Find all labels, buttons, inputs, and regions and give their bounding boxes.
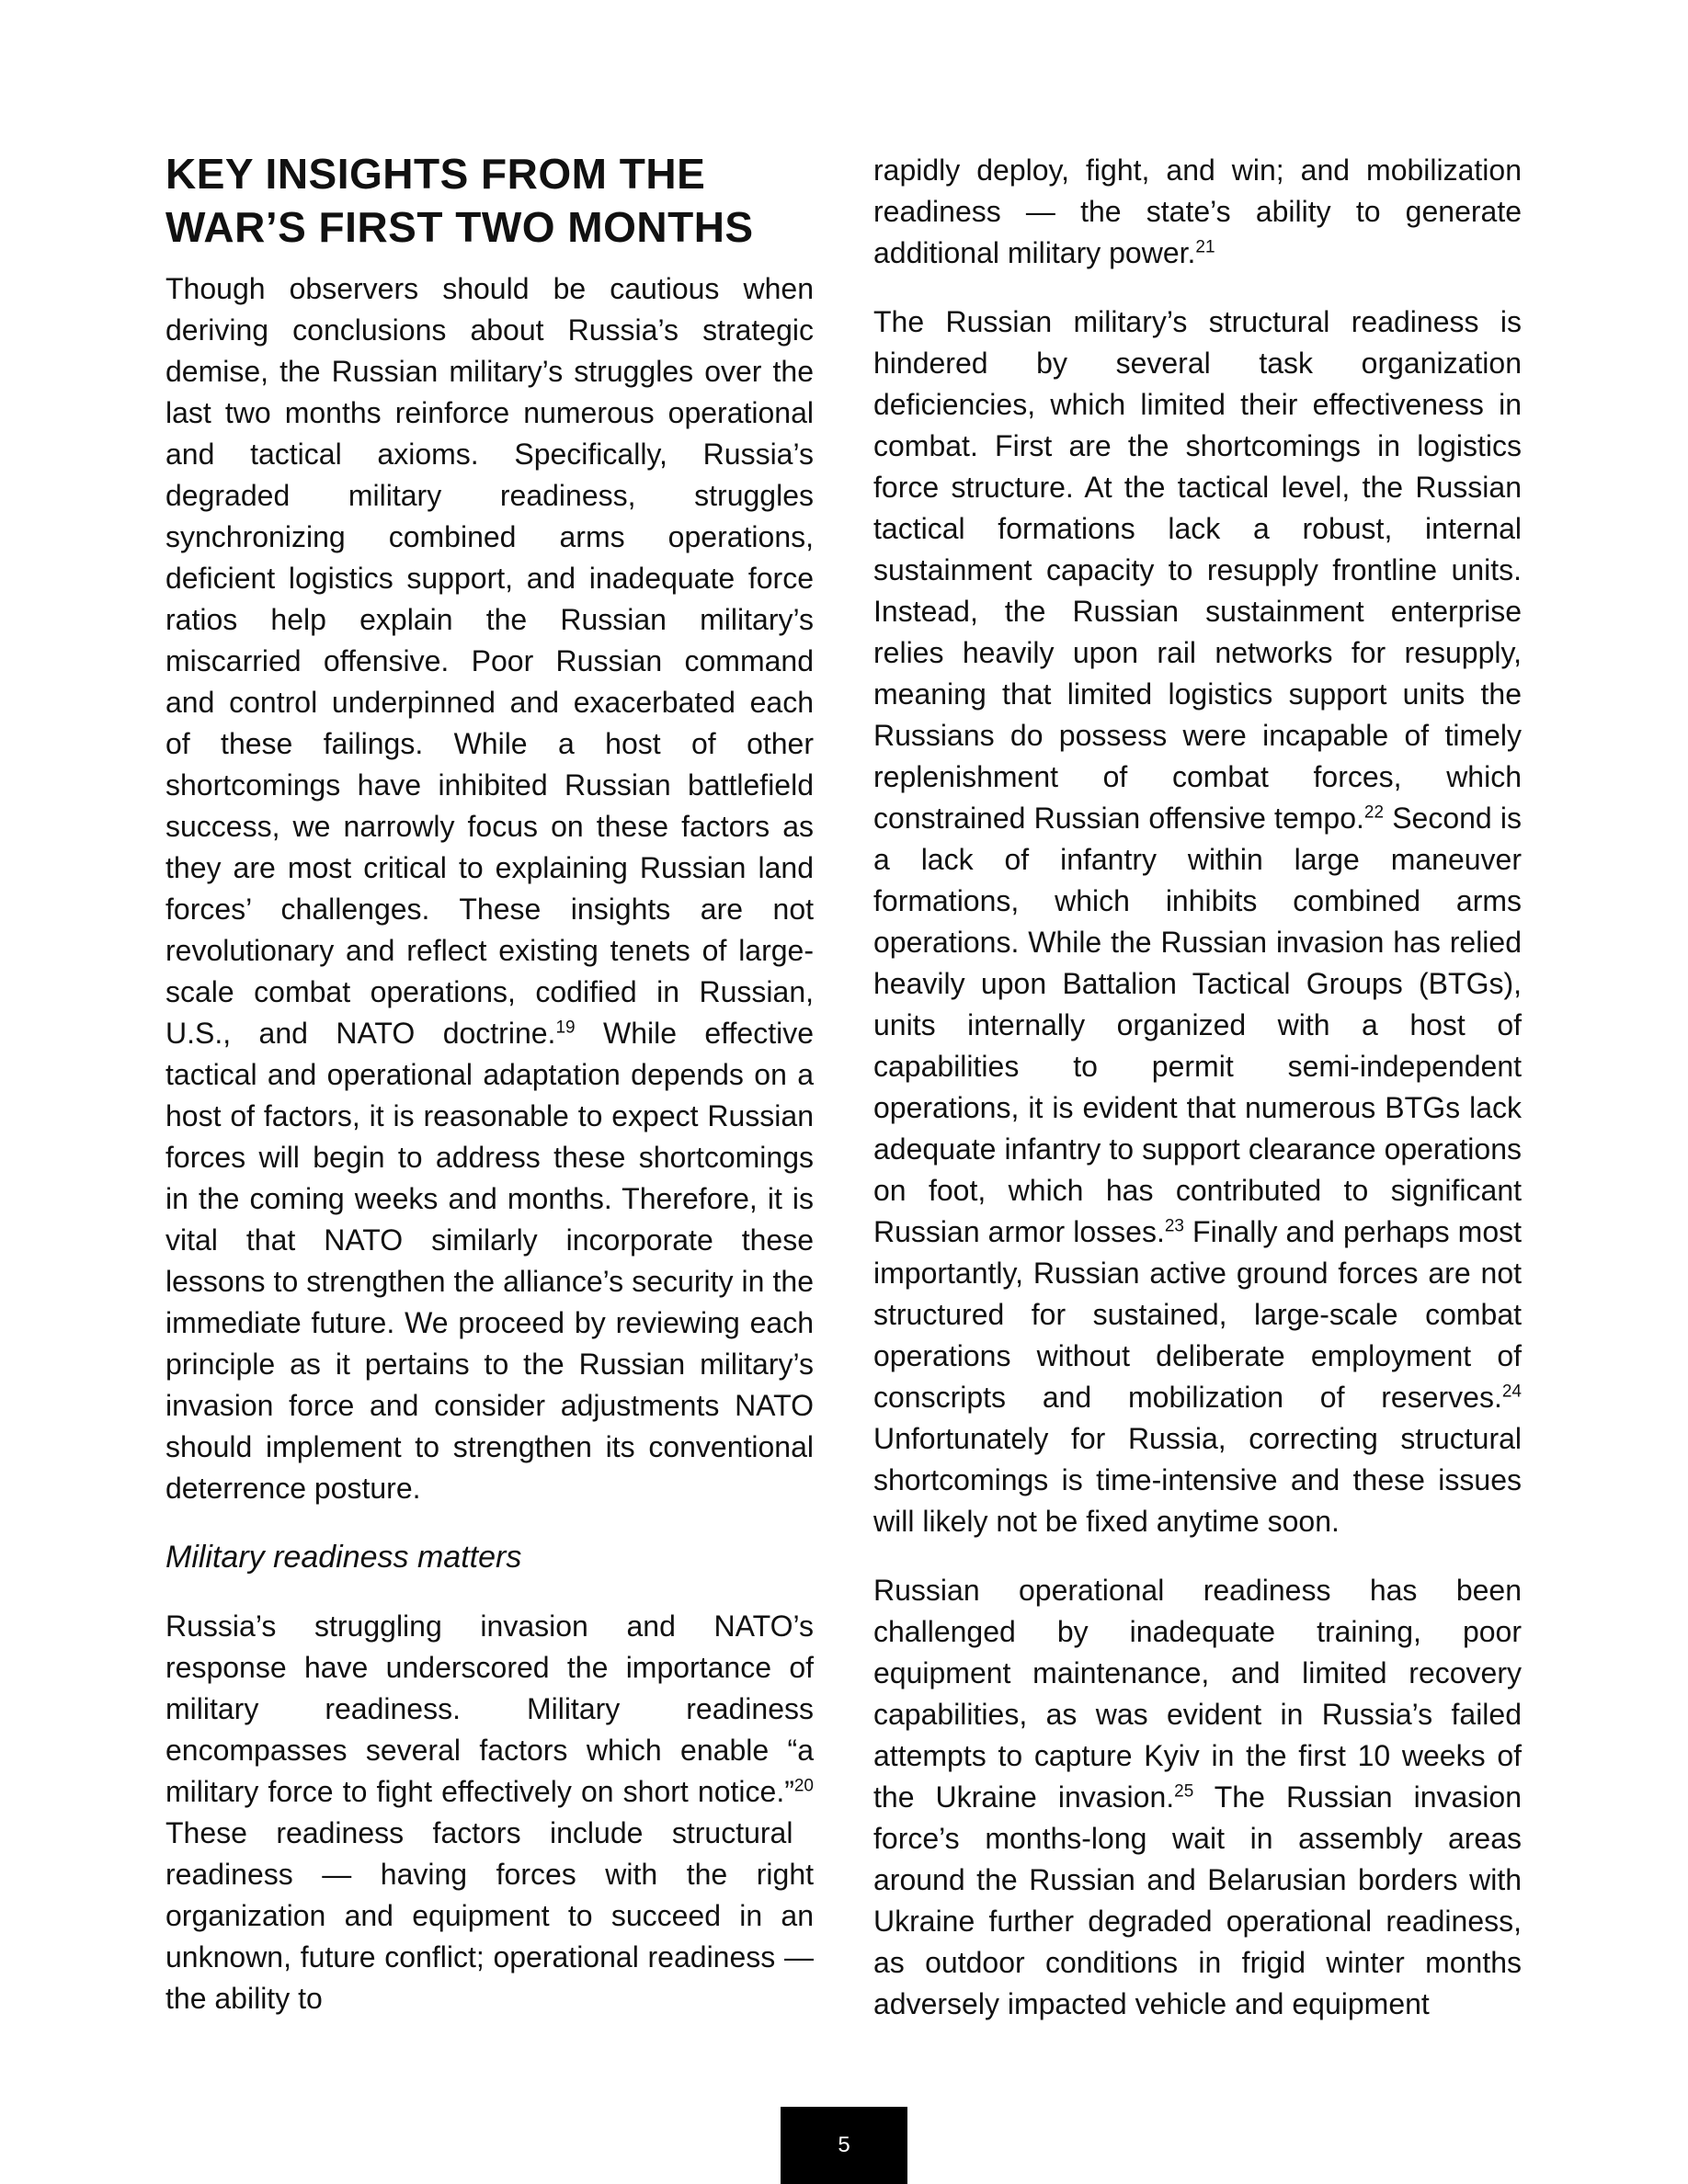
readiness-paragraph <box>165 1606 814 2019</box>
footnote-ref-20[interactable]: 20 <box>793 1776 814 1796</box>
footnote-ref-25[interactable]: 25 <box>1174 1781 1194 1802</box>
page-number: 5 <box>781 2107 907 2184</box>
footnote-ref-24[interactable]: 24 <box>1501 1382 1522 1402</box>
structural-text-b: Second is a lack of infantry within large maneuver formations, which inhibits combined arms operations. While the Russian invasion has relied heavily upon Battalion Tactical Groups (BTGs), units internally organized with a host of capabilities to permit semi-independent operations, it is evident that numerous BTGs lack adequate infantry to support clearance operations on foot, which has contributed to significant Russian armor losses. <box>873 802 1523 1248</box>
operational-text-a: Russian operational readiness has been challenged by inadequate training, poor equipment maintenance, and limited recovery capabilities, as was evident in Russia’s failed attempts to capture Kyiv in the first 10 weeks of the Ukraine invasion. <box>873 1574 1522 1814</box>
intro-text-a: Though observers should be cautious when deriving conclusions about Russia’s strategic demise, the Russian military’s struggles over the last two months reinforce numerous operational and tactical axioms. Specifically, Russia’s degraded military readiness, struggles synchronizing combined arms operations, deficient logistics support, and inadequate force ratios help explain the Russian military’s miscarried offensive. Poor Russian command and control underpinned and exacerbated each of these failings. While a host of other shortcomings have inhibited Russian battlefield success, we narrowly focus on these factors as they are most critical to explaining Russian land forces’ challenges. These insights are not revolutionary and reflect existing tenets of large-scale combat operations, codified in Russian, U.S., and NATO doctrine. <box>165 272 814 1050</box>
continued-text: rapidly deploy, fight, and win; and mobilization readiness — the state’s ability to generate additional military power. <box>873 154 1522 269</box>
continued-paragraph <box>873 150 1522 274</box>
footnote-ref-22[interactable]: 22 <box>1363 802 1385 823</box>
structural-readiness-paragraph <box>873 301 1522 1542</box>
left-column <box>165 147 814 2019</box>
right-column <box>873 150 1522 2025</box>
structural-text-a: The Russian military’s structural readiness is hindered by several task organization deficiencies, which limited their effectiveness in combat. First are the shortcomings in logistics force structure. At the tactical level, the Russian tactical formations lack a robust, internal sustainment capacity to resupply frontline units. Instead, the Russian sustainment enterprise relies heavily upon rail networks for resupply, meaning that limited logistics support units the Russians do possess were incapable of timely replenishment of combat forces, which constrained Russian offensive tempo. <box>873 305 1522 835</box>
section-heading: KEY INSIGHTS FROM THE WAR’S FIRST TWO MONTHS <box>165 150 754 251</box>
readiness-text-a: Russia’s struggling invasion and NATO’s response have underscored the importance of military readiness. Military readiness encompasses several factors which enable “a military force to fight effectively on short notice.” <box>165 1610 814 1808</box>
intro-paragraph <box>165 268 814 1509</box>
subheading-military-readiness: Military readiness matters <box>165 1540 522 1575</box>
footnote-ref-23[interactable]: 23 <box>1164 1216 1184 1236</box>
footnote-ref-21[interactable]: 21 <box>1195 237 1215 257</box>
structural-text-d: Unfortunately for Russia, correcting structural shortcomings is time-intensive and these issues will likely not be fixed anytime soon. <box>873 1422 1522 1538</box>
operational-readiness-paragraph <box>873 1570 1522 2025</box>
footnote-ref-19[interactable]: 19 <box>555 1018 576 1038</box>
readiness-text-b: These readiness factors include structural readiness — having forces with the right organization and equipment to succeed in an unknown, future conflict; operational readiness — the ability to <box>165 1816 814 2015</box>
operational-text-b: The Russian invasion force’s months-long wait in assembly areas around the Russian and Belarusian borders with Ukraine further degraded operational readiness, as outdoor conditions in frigid winter months adversely impacted vehicle and equipment <box>873 1780 1522 2020</box>
structural-text-c: Finally and perhaps most importantly, Russian active ground forces are not structured for sustained, large-scale combat operations without deliberate employment of conscripts and mobilization of reserves. <box>873 1215 1523 1414</box>
intro-text-b: While effective tactical and operational adaptation depends on a host of factors, it is reasonable to expect Russian forces will begin to address these shortcomings in the coming weeks and months. Therefore, it is vital that NATO similarly incorporate these lessons to strengthen the alliance’s security in the immediate future. We proceed by reviewing each principle as it pertains to the Russian military’s invasion force and consider adjustments NATO should implement to strengthen its conventional deterrence posture. <box>165 1017 815 1505</box>
